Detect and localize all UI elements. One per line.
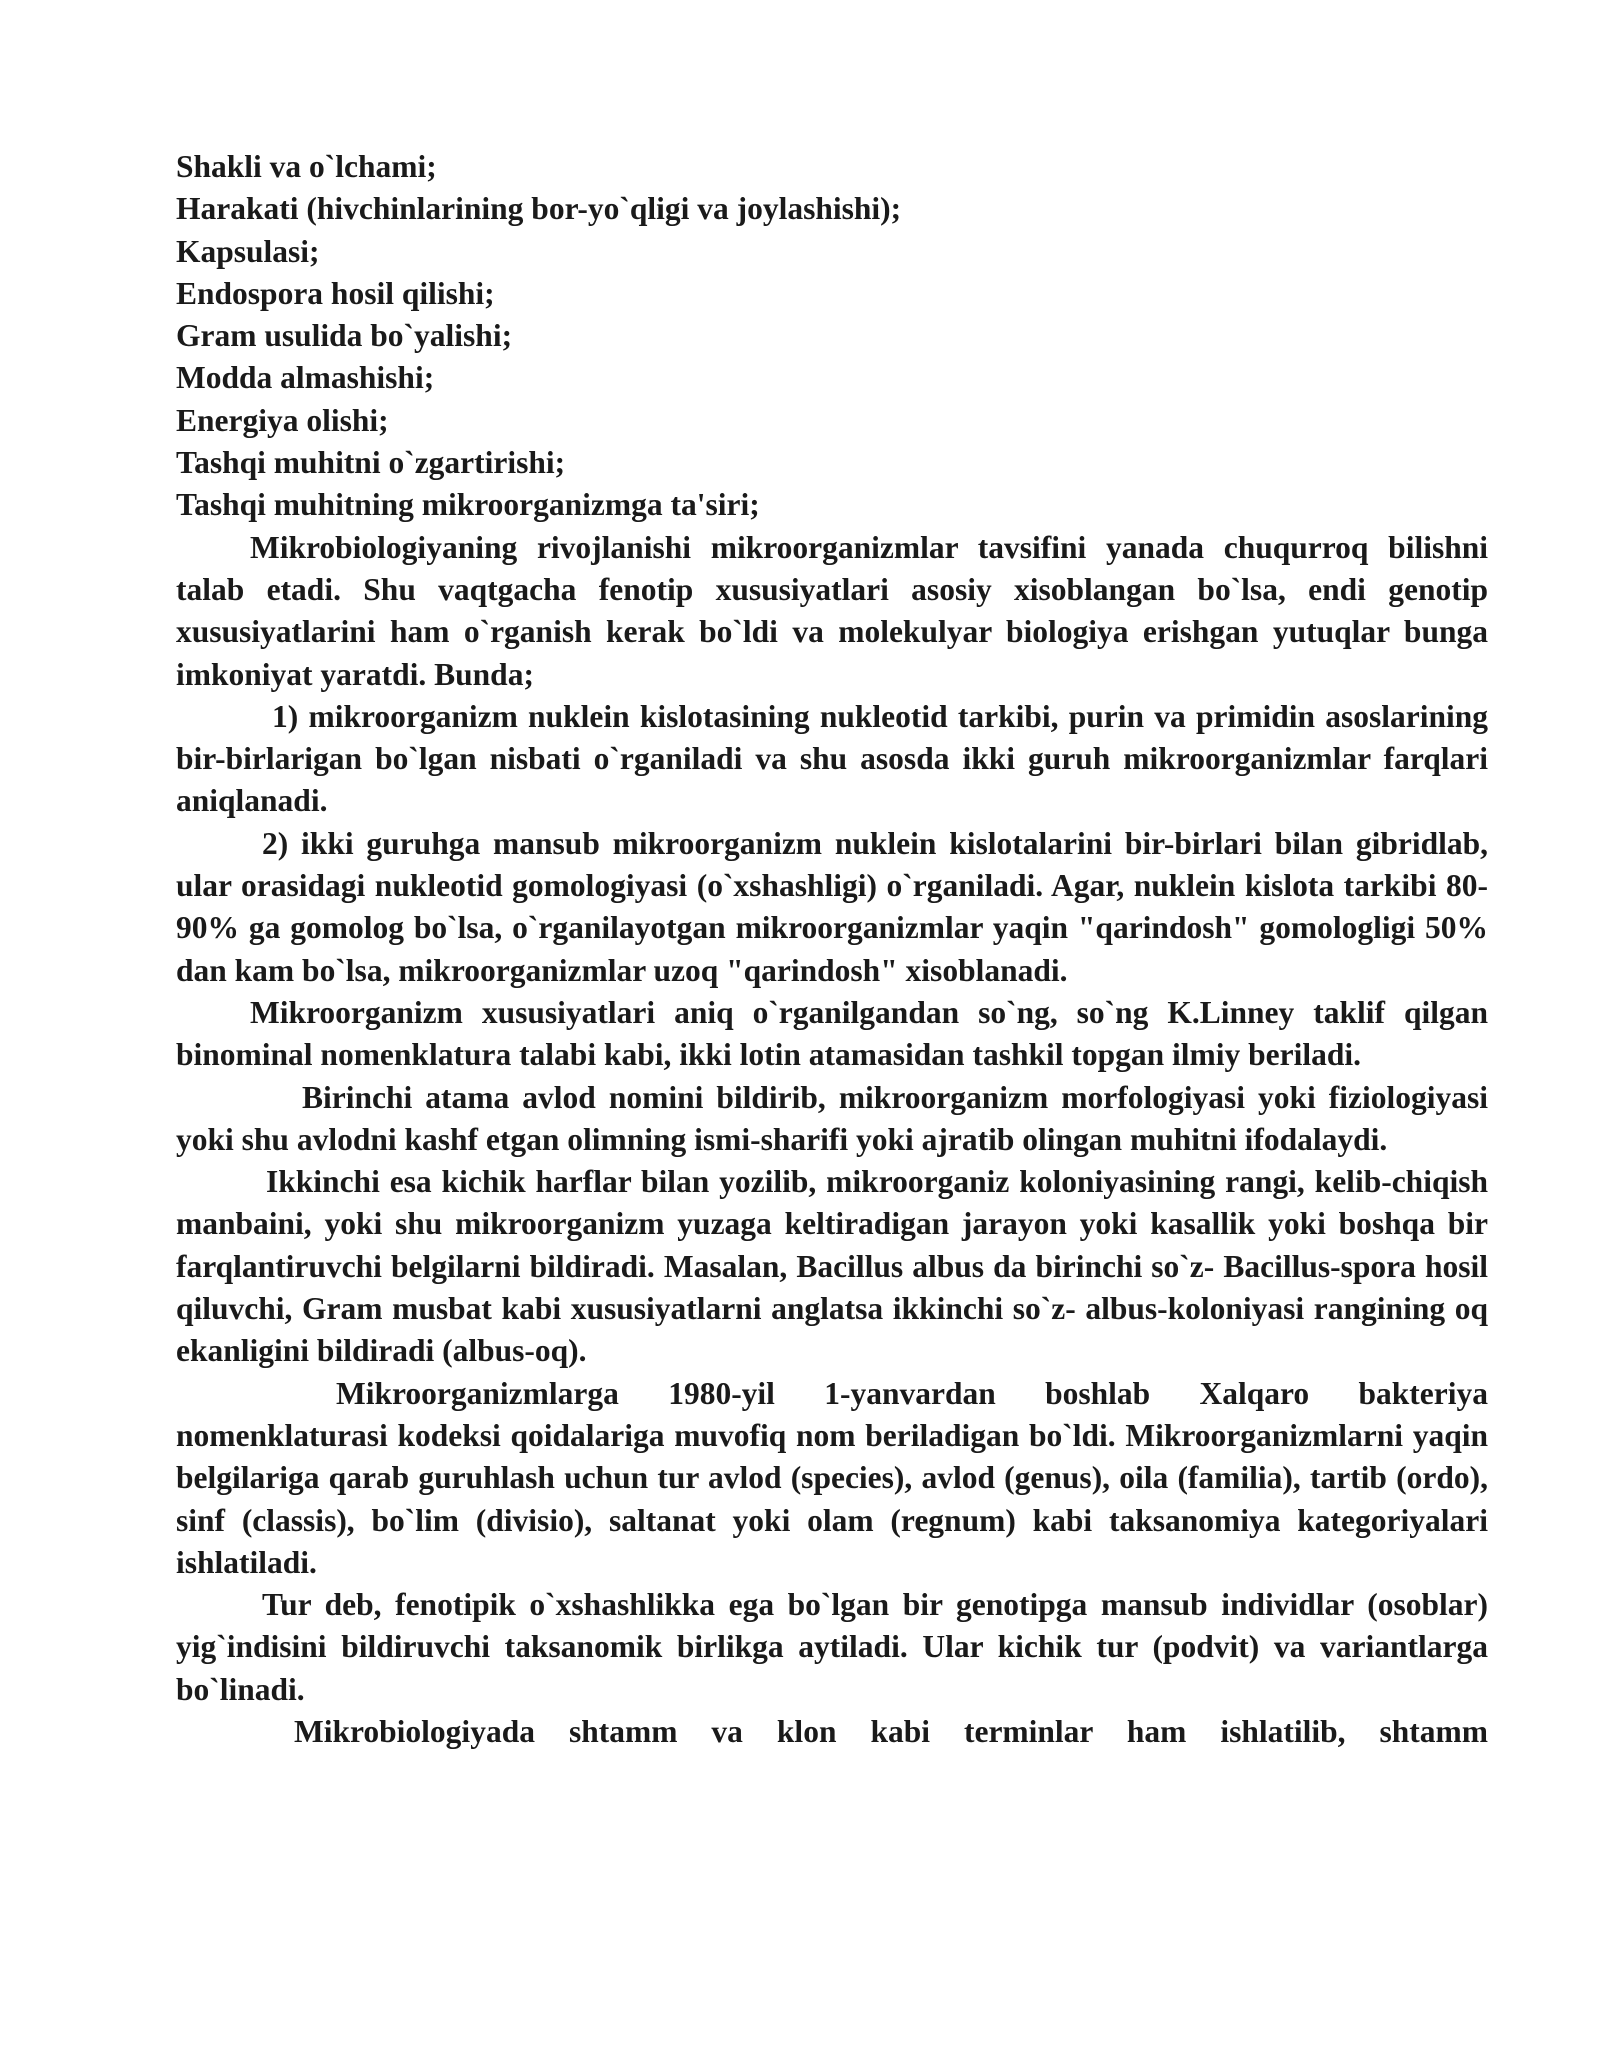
paragraph-strain: Mikrobiologiyada shtamm va klon kabi terminlar ham ishlatilib, shtamm xyxy=(294,1713,1488,1749)
list-item: Modda almashishi; xyxy=(176,360,435,396)
feature-list xyxy=(176,146,1488,527)
paragraph-second-term: Ikkinchi esa kichik harflar bilan yozilib, mikroorganiz koloniyasining rangi, kelib-chiqish manbaini, yoki shu mikroorganizm yuzaga keltiradigan jarayon yoki kasallik yoki boshqa bir farqlantiruvchi belgilarni bildiradi. Masalan, Bacillus albus da birinchi so`z- Bacillus-spora hosil qiluvchi, Gram musbat kabi xususiyatlarni anglatsa ikkinchi so`z- albus-koloniyasi rangining oq ekanligini bildiradi (albus-oq). xyxy=(176,1164,1488,1369)
list-item: Kapsulasi; xyxy=(176,233,320,269)
list-item: Energiya olishi; xyxy=(176,402,389,438)
list-item: Tashqi muhitni o`zgartirishi; xyxy=(176,445,566,481)
paragraph-point-2: 2) ikki guruhga mansub mikroorganizm nuklein kislotalarini bir-birlari bilan gibridlab, ular orasidagi nukleotid gomologiyasi (o`xshashligi) o`rganiladi. Agar, nuklein kislota tarkibi 80-90% ga gomolog bo`lsa, o`rganilayotgan mikroorganizmlar yaqin "qarindosh" gomologligi 50% dan kam bo`lsa, mikroorganizmlar uzoq "qarindosh" xisoblanadi. xyxy=(176,825,1488,988)
list-item: Shakli va o`lchami; xyxy=(176,149,437,184)
document-page xyxy=(176,146,1488,1753)
paragraph-nomenclature: Mikroorganizmlarga 1980-yil 1-yanvardan boshlab Xalqaro bakteriya nomenklaturasi kodeksi qoidalariga muvofiq nom beriladigan bo`ldi. Mikroorganizmlarni yaqin belgilariga qarab guruhlash uchun tur avlod (species), avlod (genus), oila (familia), tartib (ordo), sinf (classis), bo`lim (divisio), saltanat yoki olam (regnum) kabi taksanomiya kategoriyalari ishlatiladi. xyxy=(176,1375,1488,1580)
paragraph-species: Tur deb, fenotipik o`xshashlikka ega bo`lgan bir genotipga mansub individlar (osoblar) yig`indisini bildiruvchi taksanomik birlikga aytiladi. Ular kichik tur (podvit) va variantlarga bo`linadi. xyxy=(176,1587,1488,1707)
list-item: Gram usulida bo`yalishi; xyxy=(176,318,513,354)
paragraph-point-1: 1) mikroorganizm nuklein kislotasining nukleotid tarkibi, purin va primidin asoslarining bir-birlarigan bo`lgan nisbati o`rganiladi va shu asosda ikki guruh mikroorganizmlar farqlari aniqlanadi. xyxy=(176,698,1488,819)
list-item: Tashqi muhitning mikroorganizmga ta'siri; xyxy=(176,487,760,523)
paragraph-development: Mikrobiologiyaning rivojlanishi mikroorganizmlar tavsifini yanada chuqurroq bilishni talab etadi. Shu vaqtgacha fenotip xususiyatlari asosiy xisoblangan bo`lsa, endi genotip xususiyatlarini ham o`rganish kerak bo`ldi va molekulyar biologiya erishgan yutuqlar bunga imkoniyat yaratdi. Bunda; xyxy=(176,529,1488,692)
paragraph-first-term: Birinchi atama avlod nomini bildirib, mikroorganizm morfologiyasi yoki fiziologiyasi yoki shu avlodni kashf etgan olimning ismi-sharifi yoki ajratib olingan muhitni ifodalaydi. xyxy=(176,1079,1488,1157)
list-item: Endospora hosil qilishi; xyxy=(176,275,495,311)
paragraph-binominal: Mikroorganizm xususiyatlari aniq o`rganilgandan so`ng, so`ng K.Linney taklif qilgan binominal nomenklatura talabi kabi, ikki lotin atamasidan tashkil topgan ilmiy beriladi. xyxy=(176,994,1488,1073)
list-item: Harakati (hivchinlarining bor-yo`qligi va joylashishi); xyxy=(176,191,902,227)
